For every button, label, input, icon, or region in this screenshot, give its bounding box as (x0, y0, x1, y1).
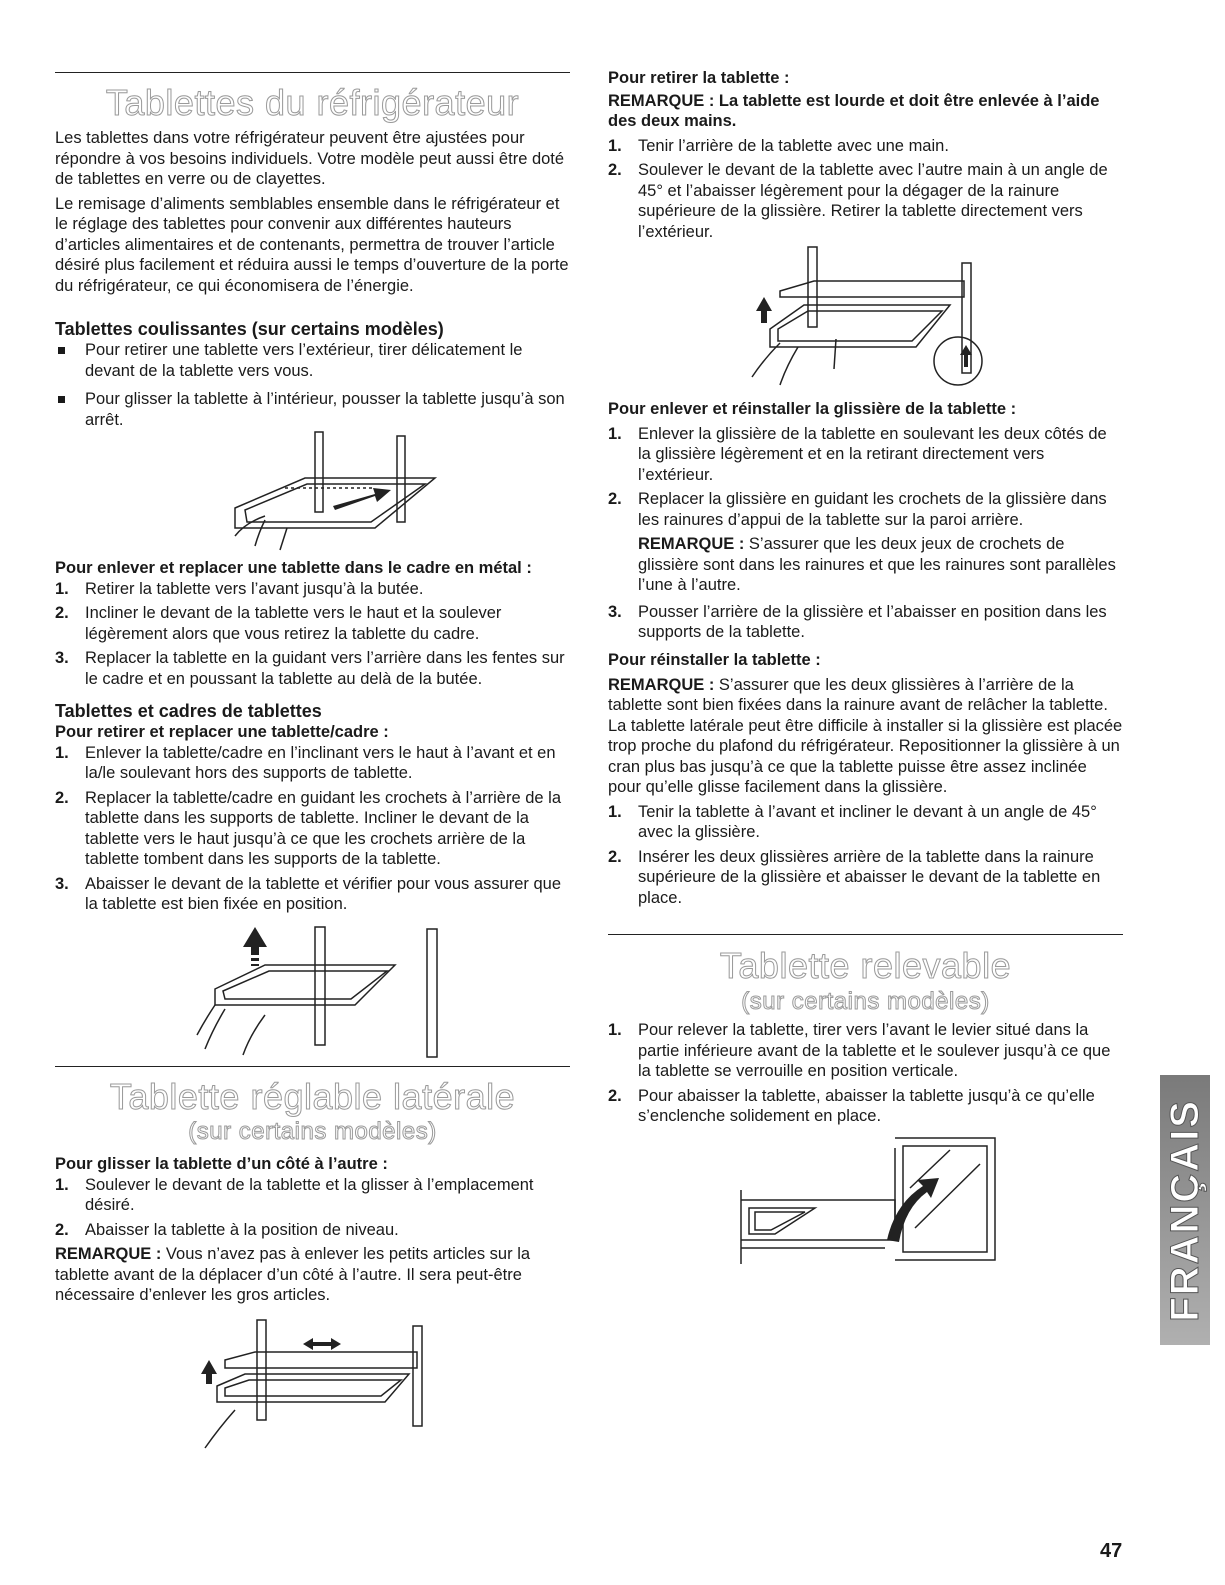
note-label: REMARQUE : (55, 1245, 162, 1263)
remove-shelf-heading: Pour retirer la tablette : (608, 69, 790, 87)
step-text: Tenir la tablette à l’avant et incliner le devant à un angle de 45° avec la glissière. (638, 802, 1097, 841)
sliding-shelves-block (55, 318, 570, 438)
intro-paragraph-2: Le remisage d’aliments semblables ensemble dans le réfrigérateur et le réglage des tablettes pour convenir aux différentes hauteurs d’articles alimentaires et de contenants, permettra de trouver l’article désiré plus facilement et réduira aussi le temps d’ouverture de la porte du réfrigérateur, ce qui économisera de l’énergie. (55, 194, 569, 295)
list-item (55, 603, 570, 644)
list-item (55, 1175, 570, 1216)
step-number: 2. (608, 847, 622, 866)
list-item (55, 340, 570, 381)
section-title-refrigerator-shelves: Tablettes du réfrigérateur (105, 82, 520, 123)
top-rule (55, 72, 570, 73)
shelf-frame-illustration (195, 925, 455, 1060)
shelf-frames-block (55, 700, 570, 919)
step-text: Soulever le devant de la tablette et la glisser à l’emplacement désiré. (85, 1175, 534, 1214)
section-rule (608, 934, 1123, 935)
note-label: REMARQUE : (608, 675, 715, 694)
step-number: 2. (608, 161, 622, 179)
shelf-frames-heading: Tablettes et cadres de tablettes (55, 701, 322, 721)
flip-up-shelf-illustration (735, 1128, 1005, 1268)
step-text: Abaisser le devant de la tablette et vérifier pour vous assurer que la tablette est bien fixée en position. (85, 874, 562, 913)
step-text: Replacer la tablette en la guidant vers l’arrière dans les fentes sur le cadre et en poussant la tablette au delà de la butée. (85, 649, 565, 688)
metal-frame-steps (55, 579, 570, 690)
metal-frame-block (55, 558, 570, 693)
section-rule (55, 1066, 570, 1067)
section-subtitle-lateral-shelf: (sur certains modèles) (188, 1118, 437, 1145)
step-text: Pousser l’arrière de la glissière et l’abaisser en position dans les supports de la tablette. (638, 602, 1107, 641)
lateral-shelf-illustration (195, 1318, 440, 1453)
step-text: Retirer la tablette vers l’avant jusqu’à la butée. (85, 579, 424, 598)
rail-block (608, 399, 1123, 647)
step-text: Soulever le devant de la tablette avec l’autre main à un angle de 45° et l’abaisser légèrement pour la dégager de la rainure supérieure de la glissière. Retirer la tablette directement vers l’extérieur. (638, 161, 1108, 241)
list-item (608, 424, 1123, 486)
remove-shelf-illustration (740, 245, 990, 395)
step-number: 1. (55, 743, 69, 762)
sliding-shelves-heading: Tablettes coulissantes (sur certains modèles) (55, 319, 444, 339)
step-text: Incliner le devant de la tablette vers le haut et la soulever légèrement alors que vous retirez la tablette du cadre. (85, 604, 502, 643)
metal-frame-heading: Pour enlever et replacer une tablette dans le cadre en métal : (55, 559, 532, 577)
step-number: 2. (608, 490, 622, 508)
step-number: 2. (55, 788, 69, 807)
remove-shelf-warning: REMARQUE : La tablette est lourde et doit être enlevée à l’aide des deux mains. (608, 91, 1100, 130)
step-text: Enlever la glissière de la tablette en soulevant les deux côtés de la glissière légèrement et en la retirant directement vers l’extérieur. (638, 424, 1107, 484)
intro-paragraph-1: Les tablettes dans votre réfrigérateur peuvent être ajustées pour répondre à vos besoins individuels. Votre modèle peut aussi être doté de tablettes en verre ou de clayettes. (55, 129, 565, 188)
note-text: S’assurer que les deux glissières à l’arrière de la tablette sont bien fixées dans la rainure avant de relâcher la tablette. La tablette latérale peut être difficile à installer si la glissière est placée trop proche du plafond du réfrigérateur. Repositionner la glissière à un cran plus bas jusqu’à ce que la tablette puisse être assez inclinée pour qu’elle glisse facilement dans la glissière. (608, 675, 1123, 796)
step-text: Pour relever la tablette, tirer vers l’avant le levier situé dans la partie inférieure avant de la tablette et le soulever jusqu’à ce que la tablette se verrouille en position verticale. (638, 1021, 1111, 1080)
step-text: Abaisser la tablette à la position de niveau. (85, 1220, 399, 1239)
step-number: 1. (55, 579, 69, 598)
intro-block (55, 128, 570, 296)
remove-shelf-block (608, 68, 1123, 246)
rail-note (608, 534, 1123, 596)
step-number: 1. (608, 424, 622, 443)
section-title-flip-up-shelf: Tablette relevable (719, 945, 1012, 986)
page-number: 47 (1100, 1540, 1123, 1562)
bullet-icon (58, 396, 65, 403)
flip-up-shelf-steps (608, 1020, 1123, 1127)
list-item (608, 489, 1123, 530)
rail-steps (608, 424, 1123, 531)
step-number: 3. (608, 602, 622, 621)
sliding-shelf-illustration (225, 428, 465, 556)
step-number: 1. (608, 1021, 622, 1039)
section-subtitle-flip-up-shelf: (sur certains modèles) (741, 988, 990, 1015)
step-number: 2. (608, 1086, 622, 1105)
list-item (55, 579, 570, 600)
list-item (55, 1220, 570, 1241)
list-item (608, 602, 1123, 643)
step-number: 3. (55, 874, 69, 893)
lateral-shelf-heading: Pour glisser la tablette d’un côté à l’autre : (55, 1155, 388, 1173)
reinstall-block (608, 650, 1123, 912)
reinstall-heading: Pour réinstaller la tablette : (608, 651, 821, 669)
list-item (608, 847, 1123, 909)
list-item (608, 160, 1123, 242)
list-item-text: Pour glisser la tablette à l’intérieur, pousser la tablette jusqu’à son arrêt. (85, 390, 565, 429)
step-text: Replacer la glissière en guidant les crochets de la glissière dans les rainures d’appui de la tablette sur la paroi arrière. (638, 490, 1107, 529)
sliding-shelves-list (55, 340, 570, 430)
step-text: Replacer la tablette/cadre en guidant les crochets à l’arrière de la tablette dans les supports de tablette. Incliner le devant de la tablette vers le haut jusqu’à ce que les crochets arrière de la tablette tombent dans les supports de la tablette. (85, 788, 562, 868)
list-item (55, 874, 570, 915)
list-item (608, 1086, 1123, 1127)
bullet-icon (58, 347, 65, 354)
flip-up-shelf-block (608, 1020, 1123, 1131)
remove-shelf-steps (608, 136, 1123, 243)
list-item (55, 788, 570, 870)
step-number: 2. (55, 604, 69, 622)
step-number: 3. (55, 649, 69, 667)
list-item (608, 802, 1123, 843)
reinstall-steps (608, 802, 1123, 909)
list-item (608, 136, 1123, 157)
list-item-text: Pour retirer une tablette vers l’extérieur, tirer délicatement le devant de la tablette vers vous. (85, 341, 523, 380)
step-text: Tenir l’arrière de la tablette avec une main. (638, 136, 949, 155)
rail-steps-continued (608, 602, 1123, 643)
note-label: REMARQUE : (638, 535, 745, 553)
note-text: Vous n’avez pas à enlever les petits articles sur la tablette avant de la déplacer d’un côté à l’autre. Il sera peut-être nécessaire d’enlever les gros articles. (55, 1245, 531, 1304)
reinstall-note (608, 675, 1123, 798)
list-item (608, 1020, 1123, 1082)
language-side-tab (1160, 1075, 1210, 1345)
lateral-shelf-steps (55, 1175, 570, 1241)
lateral-shelf-note (55, 1244, 570, 1306)
step-text: Pour abaisser la tablette, abaisser la tablette jusqu’à ce qu’elle s’enclenche solidement en place. (638, 1086, 1095, 1125)
step-number: 1. (608, 136, 622, 155)
note-text: S’assurer que les deux jeux de crochets de glissière sont dans les rainures et que les rainures sont parallèles l’une à l’autre. (638, 535, 1116, 594)
language-side-tab-label: FRANÇAIS (1162, 1098, 1207, 1322)
rail-heading: Pour enlever et réinstaller la glissière de la tablette : (608, 400, 1017, 418)
step-number: 1. (55, 1175, 69, 1194)
list-item (55, 389, 570, 430)
list-item (55, 648, 570, 689)
step-text: Enlever la tablette/cadre en l’inclinant vers le haut à l’avant et en la/le soulevant hors des supports de tablette. (85, 743, 556, 782)
step-text: Insérer les deux glissières arrière de la tablette dans la rainure supérieure de la glissière et abaisser le devant de la tablette en place. (638, 847, 1101, 907)
shelf-frames-steps (55, 743, 570, 915)
list-item (55, 743, 570, 784)
lateral-shelf-block (55, 1154, 570, 1306)
shelf-frames-subheading: Pour retirer et replacer une tablette/cadre : (55, 723, 389, 741)
section-title-lateral-shelf: Tablette réglable latérale (109, 1076, 516, 1117)
step-number: 2. (55, 1220, 69, 1239)
step-number: 1. (608, 802, 622, 821)
